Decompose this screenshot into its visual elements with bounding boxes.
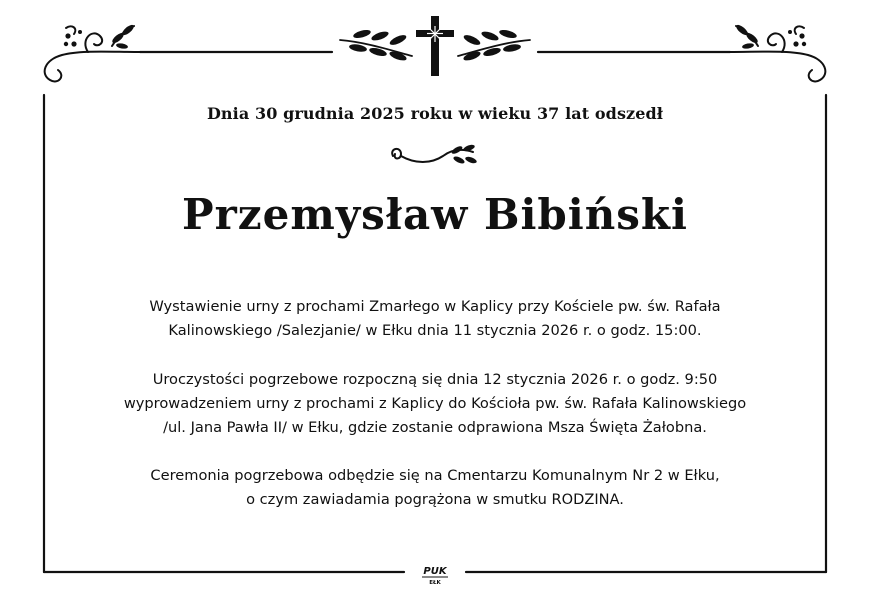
puk-logo	[412, 562, 458, 586]
paragraph-line: o czym zawiadamia pogrążona w smutku RODZINA.	[246, 491, 624, 508]
svg-text:PUK: PUK	[423, 566, 447, 577]
deceased-name: Przemysław Bibiński	[182, 190, 688, 239]
leaf-swirl-icon	[385, 142, 485, 174]
svg-text:EŁK: EŁK	[429, 580, 441, 586]
paragraph-urn-viewing	[40, 295, 830, 343]
announcement-headline: Dnia 30 grudnia 2025 roku w wieku 37 lat odszedł	[206, 104, 664, 123]
paragraph-line: Uroczystości pogrzebowe rozpoczną się dnia 12 stycznia 2026 r. o godz. 9:50	[152, 371, 718, 388]
paragraph-line: Kalinowskiego /Salezjanie/ w Ełku dnia 11 stycznia 2026 r. o godz. 15:00.	[168, 322, 702, 339]
paragraph-line: Wystawienie urny z prochami Zmarłego w Kaplicy przy Kościele pw. św. Rafała	[149, 298, 721, 315]
paragraph-line: wyprowadzeniem urny z prochami z Kaplicy do Kościoła pw. św. Rafała Kalinowskiego	[123, 395, 747, 412]
paragraph-line: Ceremonia pogrzebowa odbędzie się na Cmentarzu Komunalnym Nr 2 w Ełku,	[150, 467, 720, 484]
cross-with-leaves-icon	[340, 16, 530, 76]
paragraph-line: /ul. Jana Pawła II/ w Ełku, gdzie zostanie odprawiona Msza Święta Żałobna.	[163, 419, 707, 436]
paragraph-funeral-ceremony	[40, 368, 830, 440]
paragraph-burial	[40, 464, 830, 512]
